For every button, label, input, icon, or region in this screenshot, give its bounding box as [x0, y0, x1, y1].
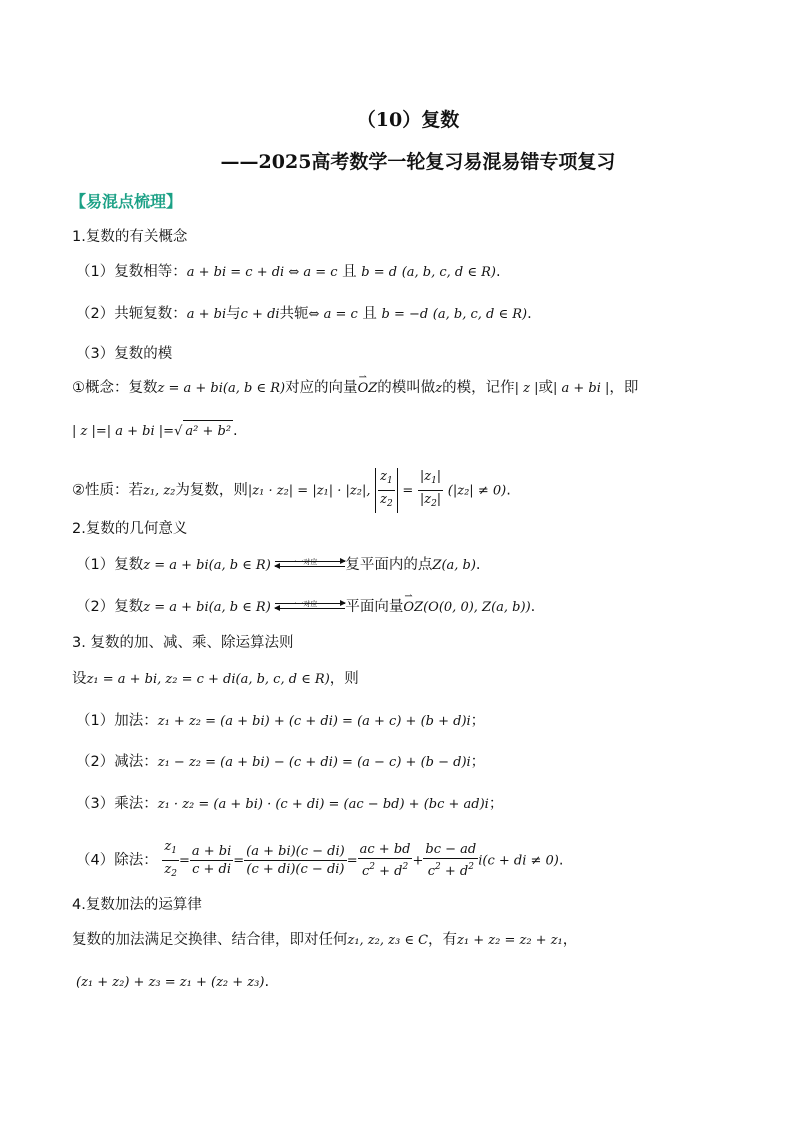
property-label: ②性质：若 [72, 482, 143, 499]
concept-end: ，即 [609, 380, 639, 396]
section-2-heading: 2.复数的几何意义 [72, 521, 188, 537]
section-3-heading: 3. 复数的加、减、乘、除运算法则 [72, 635, 294, 651]
law-math-2: z₁ + z₂ = z₂ + z₁ [457, 933, 563, 948]
property-condition: (|z₂| ≠ 0) [447, 483, 507, 499]
addition-line: （1）加法：z₁ + z₂ = (a + bi) + (c + di) = (a + c) + (b + d)i； [76, 713, 486, 729]
equality-and: 且 [337, 264, 362, 280]
bijection-arrow-icon-2: 一一对应 [275, 600, 345, 614]
geometric-label-2: （2）复数 [76, 599, 144, 615]
law-math-1: z₁, z₂, z₃ ∈ C [347, 933, 429, 948]
concept-text-3: 的模，记作 [442, 380, 515, 396]
conjugate-math-3: ⇔ a = c [308, 307, 358, 322]
division-frac-3: $\frac{(a + bi)(c - di)}{(c + di)(c - di)}$ [246, 844, 345, 877]
vector-oz-2: ⇀ OZ [403, 597, 423, 619]
concept-math: z = a + bi(a, b ∈ R) [157, 381, 286, 396]
concept-label: ①概念：复数 [72, 380, 158, 396]
concept-text-1: 对应的向量 [285, 380, 358, 396]
law-line-1: 复数的加法满足交换律、结合律，即对任何z₁, z₂, z₃ ∈ C，有z₁ + z₂ = z₂ + z₁， [72, 932, 578, 948]
geometric-math-2: z = a + bi(a, b ∈ R) [143, 600, 271, 615]
section-4-heading: 4.复数加法的运算律 [72, 897, 202, 913]
geometric-text-1: 复平面内的点 [345, 557, 433, 573]
vector-oz: ⇀ OZ [358, 378, 378, 400]
property-formula-1: |z₁ · z₂| = |z₁| · |z₂|, [247, 483, 371, 499]
addition-label: （1）加法： [76, 713, 158, 729]
equality-math-2: b = d [361, 265, 398, 280]
division-tail: i(c + di ≠ 0) [478, 853, 559, 869]
equality-label: （1）复数相等： [76, 264, 187, 280]
division-line: （4）除法： $\frac{z_1}{z_2}$ = $\frac{a + bi}{c + di}$ = $\frac{(a + bi)(c - di)}{(c + di)(c - di)}$ = $\frac{ac + bd}{c^2 + d^2}$ + $\frac{bc - ad}{c^2 + d^2}$ i(c + di ≠ 0). [76, 838, 564, 883]
bijection-arrow-icon: 一一对应 [275, 558, 345, 572]
geometric-point: Z(a, b) [432, 558, 476, 573]
conjugate-word: 共轭 [279, 306, 309, 322]
fraction-abs-z1-z2: $\frac{|z_1|}{|z_2|}$ [419, 469, 442, 509]
geometric-tail: (O(0, 0), Z(a, b)) [423, 600, 531, 615]
equality-condition: (a, b, c, d ∈ R) [401, 265, 496, 280]
law-line-2: (z₁ + z₂) + z₃ = z₁ + (z₂ + z₃). [76, 974, 270, 990]
geometric-label-1: （1）复数 [76, 557, 144, 573]
geometric-line-1: （1）复数z = a + bi(a, b ∈ R) 一一对应 复平面内的点Z(a, b). [76, 557, 481, 573]
fraction-z1-z2: $\frac{z_1}{z_2}$ [380, 469, 393, 509]
geometric-line-2: （2）复数z = a + bi(a, b ∈ R) 一一对应 平面向量⇀ OZ(O(0, 0), Z(a, b)). [76, 596, 535, 619]
geometric-math-1: z = a + bi(a, b ∈ R) [143, 558, 271, 573]
conjugate-math-1: a + bi [186, 307, 227, 322]
division-frac-1: $\frac{z_1}{z_2}$ [164, 839, 177, 879]
multiplication-label: （3）乘法： [76, 796, 158, 812]
intro-text: 设 [72, 671, 87, 687]
law-text-2: ，有 [428, 932, 458, 948]
concept-z: z [435, 381, 443, 396]
multiplication-math: z₁ · z₂ = (a + bi) · (c + di) = (ac − bd) + (bc + ad)i [157, 797, 489, 812]
law-math-3: (z₁ + z₂) + z₃ = z₁ + (z₂ + z₃) [76, 975, 265, 990]
law-text-1: 复数的加法满足交换律、结合律，即对任何 [72, 932, 348, 948]
conjugate-line: （2）共轭复数：a + bi与c + di共轭⇔ a = c 且 b = −d (a, b, c, d ∈ R). [76, 306, 532, 322]
division-frac-5: $\frac{bc - ad}{c^2 + d^2}$ [425, 842, 477, 879]
equality-math: a + bi = c + di ⇔ a = c [186, 265, 338, 280]
property-line: ②性质：若z₁, z₂为复数，则|z₁ · z₂| = |z₁| · |z₂|, $\frac{z_1}{z_2}$ = $\frac{|z_1|}{|z_2|}$ (|z₂| ≠ 0). [72, 468, 511, 513]
intro-end: ，则 [329, 671, 359, 687]
modulus-formula: | z |=| a + bi |= [72, 424, 175, 439]
conjugate-condition: (a, b, c, d ∈ R) [432, 307, 528, 322]
subtraction-line: （2）减法：z₁ − z₂ = (a + bi) − (c + di) = (a − c) + (b − d)i； [76, 754, 486, 770]
concept-text-2: 的模叫做 [377, 380, 436, 396]
subtraction-label: （2）减法： [76, 754, 158, 770]
conjugate-math-4: b = −d [381, 307, 429, 322]
concept-line [72, 377, 638, 400]
concept-modulus-1: | z | [514, 381, 539, 396]
property-vars: z₁, z₂ [143, 483, 176, 499]
concept-or: 或 [538, 380, 553, 396]
modulus-heading: （3）复数的模 [76, 346, 173, 362]
property-text: 为复数，则 [175, 482, 248, 499]
equality-line: （1）复数相等：a + bi = c + di ⇔ a = c 且 b = d (a, b, c, d ∈ R). [76, 264, 501, 280]
intro-math: z₁ = a + bi, z₂ = c + di(a, b, c, d ∈ R) [86, 672, 330, 687]
subtraction-math: z₁ − z₂ = (a + bi) − (c + di) = (a − c) + (b − d)i [157, 755, 471, 770]
conjugate-and: 且 [357, 306, 382, 322]
page-title: （10）复数 [356, 109, 460, 131]
conjugate-label: （2）共轭复数： [76, 306, 187, 322]
modulus-formula-line: | z |=| a + bi |=√ a² + b² . [72, 420, 238, 443]
conjugate-math-2: c + di [240, 307, 280, 322]
section-tag: 【易混点梳理】 [70, 192, 183, 211]
addition-math: z₁ + z₂ = (a + bi) + (c + di) = (a + c) + (b + d)i [157, 714, 471, 729]
division-label: （4）除法： [76, 852, 158, 869]
division-frac-4: $\frac{ac + bd}{c^2 + d^2}$ [359, 842, 411, 879]
modulus-sqrt: a² + b² [183, 420, 233, 443]
geometric-text-2: 平面向量 [345, 599, 404, 615]
conjugate-with: 与 [226, 306, 241, 322]
page-subtitle: ——2025高考数学一轮复习易混易错专项复习 [220, 151, 616, 173]
multiplication-line: （3）乘法：z₁ · z₂ = (a + bi) · (c + di) = (ac − bd) + (bc + ad)i； [76, 796, 504, 812]
section-1-heading: 1.复数的有关概念 [72, 229, 188, 245]
intro-line [72, 668, 359, 691]
division-frac-2: $\frac{a + bi}{c + di}$ [191, 844, 232, 877]
concept-modulus-2: | a + bi | [553, 381, 610, 396]
